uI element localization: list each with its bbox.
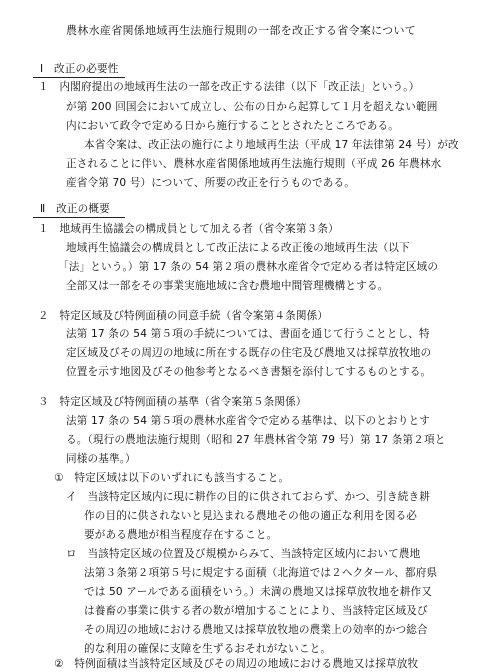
section-2-line: 的な利用の確保に支障を生ずるおそれがないこと。 <box>84 643 332 655</box>
section-2-line: 法第 17 条の 54 第５項の手続については、書面を通じて行うこととし、特 <box>66 328 430 340</box>
section-2-line: 要がある農地が相当程度存在すること。 <box>84 529 278 541</box>
section-2-line: ② 特例面積は当該特定区域及びその周辺の地域における農地又は採草放牧 <box>54 658 419 670</box>
section-2-line: １ 地域再生協議会の構成員として加える者（省令案第３条） <box>38 223 339 235</box>
section-2-line: 全部又は一部をその事業実施地域に含む農地中間管理機構とする。 <box>66 280 389 292</box>
section-1-line: 正されることに伴い、農林水産省関係地域再生法施行規則（平成 26 年農林水 <box>66 158 442 170</box>
section-1-line: 内において政令で定める日から施行することとされたところである。 <box>66 120 399 132</box>
section-1-heading: Ⅰ 改正の必要性 <box>40 63 119 75</box>
section-2-line: 地域再生協議会の構成員として改正法による改正後の地域再生法（以下 <box>66 242 410 254</box>
section-2-line: 法第３条第２項第５号に規定する面積（北海道では２ヘクタール、都府県 <box>84 567 438 579</box>
section-2-line: 作の目的に供されないと見込まれる農地その他の適正な利用を図る必 <box>84 510 418 522</box>
section-2-line: る。（現行の農地法施行規則（昭和 27 年農林省令第 79 号）第 17 条第２項と <box>66 434 446 446</box>
section-2-line: では 50 アールである面積をいう。）未満の農地又は採草放牧地を耕作又 <box>84 586 433 598</box>
section-2-line: 同様の基準。） <box>66 453 136 465</box>
section-2-line: ① 特定区域は以下のいずれにも該当すること。 <box>54 472 290 484</box>
section-2-line: 「法」という。）第 17 条の 54 第２項の農林水産省令で定める者は特定区域の <box>58 261 439 273</box>
section-2-line: イ 当該特定区域内に現に耕作の目的に供されておらず、かつ、引き続き耕 <box>66 491 431 503</box>
section-1-line: が第 200 回国会において成立し、公布の日から起算して１月を超えない範囲 <box>66 101 438 113</box>
section-2-line: 定区域及びその周辺の地域に所在する既存の住宅及び農地又は採草放牧地の <box>66 347 432 359</box>
section-2-line: ロ 当該特定区域の位置及び規模からみて、当該特定区域内において農地 <box>66 548 421 560</box>
section-2-heading: Ⅱ 改正の概要 <box>40 203 110 215</box>
section-1-line: 本省令案は、改正法の施行により地域再生法（平成 17 年法律第 24 号）が改 <box>84 139 459 151</box>
document-title: 農林水産省関係地域再生法施行規則の一部を改正する省令案について <box>66 24 417 37</box>
section-2-line: その周辺の地域における農地又は採草放牧地の農業上の効率的かつ総合 <box>84 624 428 636</box>
section-1-line: １ 内閣府提出の地域再生法の一部を改正する法律（以下「改正法」という。） <box>38 81 420 93</box>
section-2-line: 法第 17 条の 54 第５項の農林水産省令で定める基準は、以下のとおりとす <box>66 415 430 427</box>
section-2-line: ３ 特定区域及び特例面積の基準（省令案第５条関係） <box>38 396 307 408</box>
section-2-line: は養畜の事業に供する者の数が増加することにより、当該特定区域及び <box>84 605 428 617</box>
section-2-line: ２ 特定区域及び特例面積の同意手続（省令案第４条関係） <box>38 310 329 322</box>
section-1-line: 産省令第 70 号）について、所要の改正を行うものである。 <box>66 177 355 189</box>
section-2-line: 位置を示す地図及びその他参考となるべき書類を添付してするものとする。 <box>66 366 432 378</box>
